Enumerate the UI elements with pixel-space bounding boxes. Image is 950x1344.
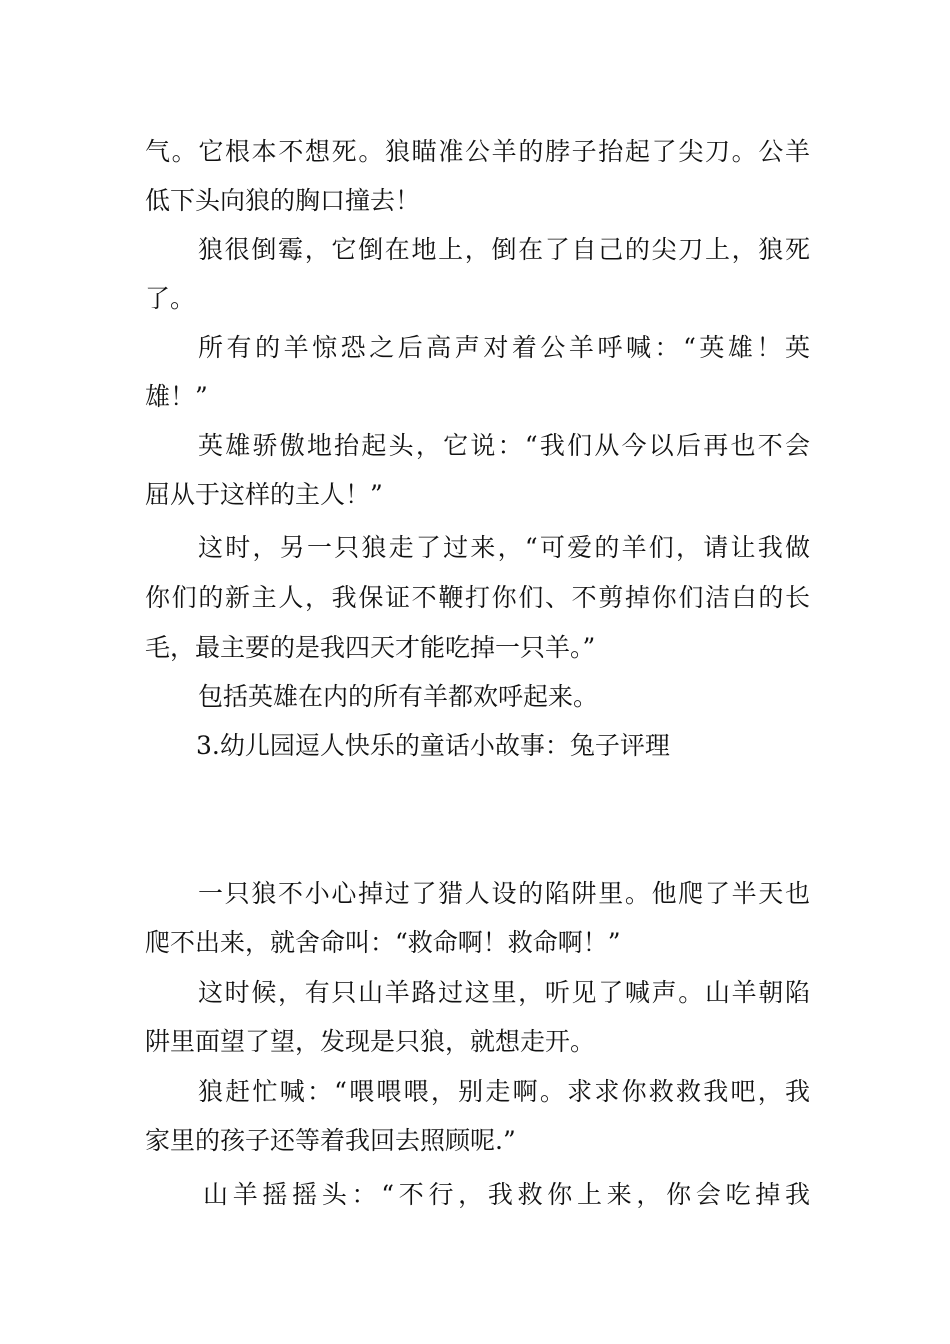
text-line: 所有的羊惊恐之后高声对着公羊呼喊：“英雄！英	[198, 333, 810, 362]
text-line: 狼很倒霉，它倒在地上，倒在了自己的尖刀上，狼死	[198, 235, 810, 264]
text-line: 包括英雄在内的所有羊都欢呼起来。	[198, 682, 599, 711]
text-line: 屈从于这样的主人！”	[145, 480, 383, 509]
text-line: 雄！”	[145, 382, 208, 411]
section-heading: 3.幼儿园逗人快乐的童话小故事：兔子评理	[196, 731, 670, 760]
text-line: 一只狼不小心掉过了猎人设的陷阱里。他爬了半天也	[198, 879, 810, 908]
text-line: 毛，最主要的是我四天才能吃掉一只羊。”	[145, 633, 596, 662]
text-line: 这时候，有只山羊路过这里，听见了喊声。山羊朝陷	[198, 978, 810, 1007]
text-line: 这时，另一只狼走了过来，“可爱的羊们，请让我做	[198, 533, 810, 562]
text-line: 爬不出来，就舍命叫：“救命啊！救命啊！”	[145, 928, 621, 957]
text-line: 英雄骄傲地抬起头，它说：“我们从今以后再也不会	[198, 431, 810, 460]
text-line: 阱里面望了望，发现是只狼，就想走开。	[145, 1027, 596, 1056]
text-line: 你们的新主人，我保证不鞭打你们、不剪掉你们洁白的长	[145, 583, 810, 612]
text-line: 狼赶忙喊：“喂喂喂，别走啊。求求你救救我吧，我	[198, 1077, 810, 1106]
text-line: 气。它根本不想死。狼瞄准公羊的脖子抬起了尖刀。公羊	[145, 137, 810, 166]
text-line: 家里的孩子还等着我回去照顾呢.”	[145, 1126, 516, 1155]
text-line: 山羊摇摇头：“不行，我救你上来，你会吃掉我	[203, 1180, 810, 1209]
text-line: 低下头向狼的胸口撞去！	[145, 186, 421, 215]
text-line: 了。	[145, 284, 196, 313]
